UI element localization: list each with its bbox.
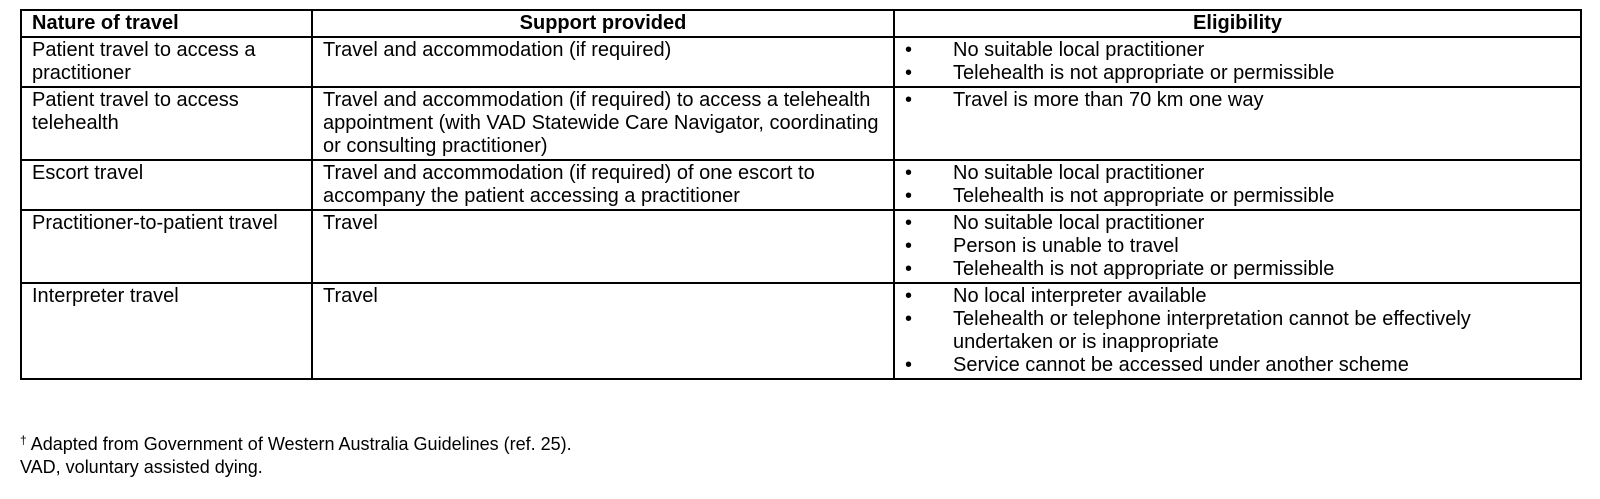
table-row [21,283,1581,379]
nature-cell: Practitioner-to-patient travel [21,210,312,283]
eligibility-text: Travel is more than 70 km one way [953,89,1264,111]
eligibility-item [905,162,1570,185]
eligibility-list [905,162,1570,208]
eligibility-item [905,258,1570,281]
eligibility-text: No suitable local practitioner [953,162,1205,184]
eligibility-cell [894,37,1581,87]
eligibility-item [905,62,1570,85]
bullet-icon: • [905,89,913,111]
bullet-icon: • [905,308,913,330]
eligibility-item [905,89,1570,112]
support-cell: Travel and accommodation (if required) [312,37,894,87]
eligibility-item [905,212,1570,235]
eligibility-cell [894,87,1581,160]
travel-support-table [20,9,1582,380]
header-nature-of-travel: Nature of travel [21,10,312,37]
eligibility-item [905,308,1570,354]
eligibility-cell [894,283,1581,379]
eligibility-text: No suitable local practitioner [953,39,1205,61]
nature-cell: Escort travel [21,160,312,210]
nature-cell: Patient travel to access a practitioner [21,37,312,87]
table-row [21,210,1581,283]
support-cell: Travel [312,210,894,283]
bullet-icon: • [905,62,913,84]
eligibility-text: Service cannot be accessed under another scheme [953,354,1409,376]
eligibility-text: Person is unable to travel [953,235,1179,257]
eligibility-text: No suitable local practitioner [953,212,1205,234]
table-row [21,87,1581,160]
support-cell: Travel [312,283,894,379]
header-eligibility: Eligibility [894,10,1581,37]
footnote-abbreviation: VAD, voluntary assisted dying. [20,457,263,477]
footnote-source [20,433,572,456]
eligibility-list [905,89,1570,112]
eligibility-list [905,212,1570,281]
eligibility-item [905,185,1570,208]
support-cell: Travel and accommodation (if required) of one escort to accompany the patient accessing a practitioner [312,160,894,210]
eligibility-cell [894,160,1581,210]
dagger-marker: † [20,433,27,447]
eligibility-text: Telehealth is not appropriate or permissible [953,185,1335,207]
eligibility-text: Telehealth is not appropriate or permissible [953,62,1335,84]
support-cell: Travel and accommodation (if required) to access a telehealth appointment (with VAD Statewide Care Navigator, coordinating or consulting practitioner) [312,87,894,160]
eligibility-text: Telehealth is not appropriate or permissible [953,258,1335,280]
eligibility-item [905,235,1570,258]
table-footnotes [20,433,572,479]
table-row [21,160,1581,210]
eligibility-text: Telehealth or telephone interpretation cannot be effectively undertaken or is inappropriate [953,308,1471,353]
travel-support-table-container [20,9,1580,380]
bullet-icon: • [905,258,913,280]
eligibility-item [905,39,1570,62]
eligibility-item [905,354,1570,377]
nature-cell: Interpreter travel [21,283,312,379]
table-header-row [21,10,1581,37]
bullet-icon: • [905,285,913,307]
bullet-icon: • [905,354,913,376]
bullet-icon: • [905,212,913,234]
nature-cell: Patient travel to access telehealth [21,87,312,160]
bullet-icon: • [905,235,913,257]
eligibility-list [905,39,1570,85]
eligibility-list [905,285,1570,377]
table-row [21,37,1581,87]
eligibility-text: No local interpreter available [953,285,1207,307]
eligibility-item [905,285,1570,308]
bullet-icon: • [905,162,913,184]
bullet-icon: • [905,185,913,207]
header-support-provided: Support provided [312,10,894,37]
footnote-source-text: Adapted from Government of Western Australia Guidelines (ref. 25). [30,434,572,454]
bullet-icon: • [905,39,913,61]
eligibility-cell [894,210,1581,283]
